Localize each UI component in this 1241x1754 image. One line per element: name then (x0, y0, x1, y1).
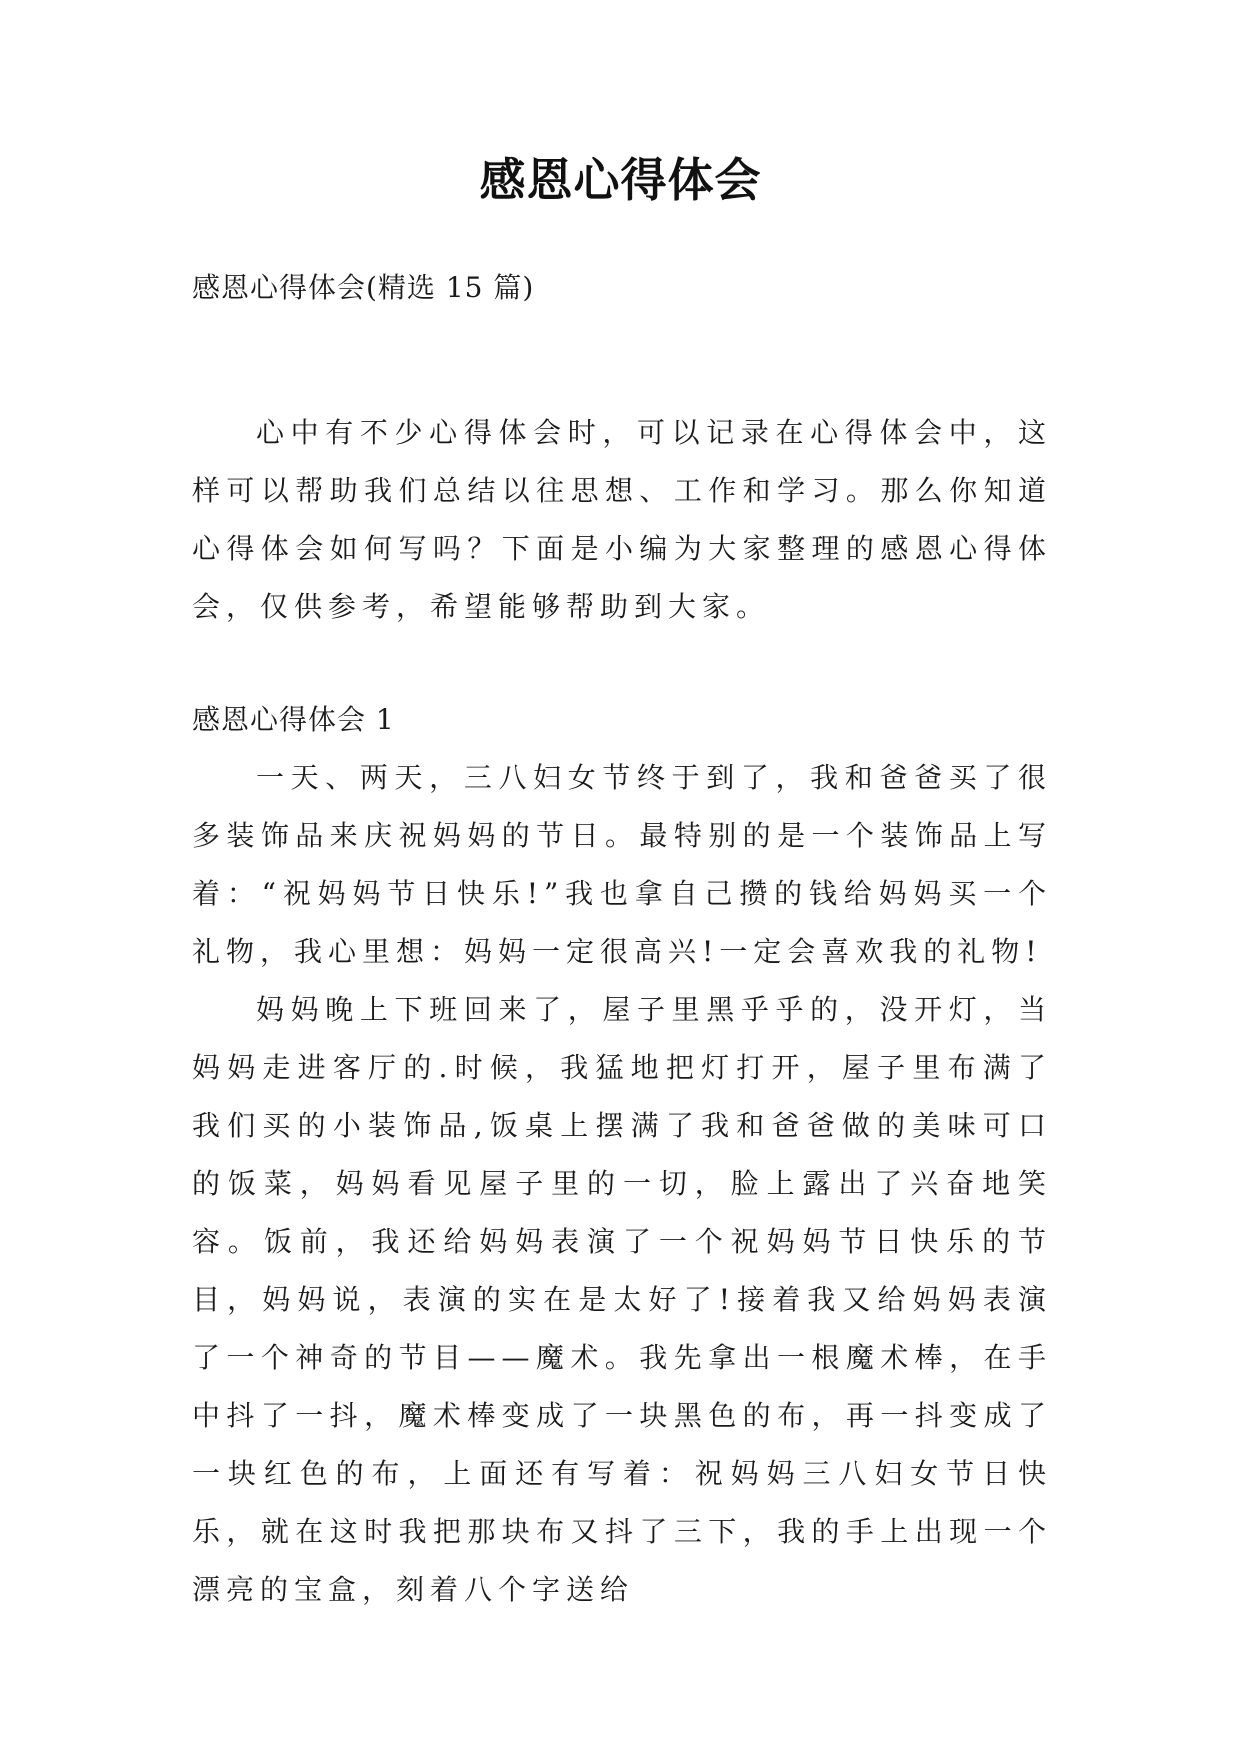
body-paragraph: 妈妈晚上下班回来了，屋子里黑乎乎的，没开灯，当妈妈走进客厅的.时候，我猛地把灯打开，屋子里布满了我们买的小装饰品,饭桌上摆满了我和爸爸做的美味可口的饭菜，妈妈看见屋子里的一切，脸上露出了兴奋地笑容。饭前，我还给妈妈表演了一个祝妈妈节日快乐的节目，妈妈说，表演的实在是太好了!接着我又给妈妈表演了一个神奇的节目——魔术。我先拿出一根魔术棒，在手中抖了一抖，魔术棒变成了一块黑色的布，再一抖变成了一块红色的布，上面还有写着：祝妈妈三八妇女节日快乐，就在这时我把那块布又抖了三下，我的手上出现一个漂亮的宝盒，刻着八个字送给 (192, 993, 1052, 1606)
document-title: 感恩心得体会 (479, 153, 762, 207)
body-paragraph: 一天、两天，三八妇女节终于到了，我和爸爸买了很多装饰品来庆祝妈妈的节日。最特别的是一个装饰品上写着：“祝妈妈节日快乐!”我也拿自己攒的钱给妈妈买一个礼物，我心里想：妈妈一定很高兴!一定会喜欢我的礼物! (192, 761, 1052, 968)
intro-paragraph: 心中有不少心得体会时，可以记录在心得体会中，这样可以帮助我们总结以往思想、工作和学习。那么你知道心得体会如何写吗？下面是小编为大家整理的感恩心得体会，仅供参考，希望能够帮助到大家。 (192, 416, 1052, 623)
section-body (192, 749, 1052, 1619)
intro-block (192, 404, 1052, 636)
section-heading: 感恩心得体会 1 (192, 703, 395, 736)
document-subtitle: 感恩心得体会(精选 15 篇) (192, 271, 535, 304)
